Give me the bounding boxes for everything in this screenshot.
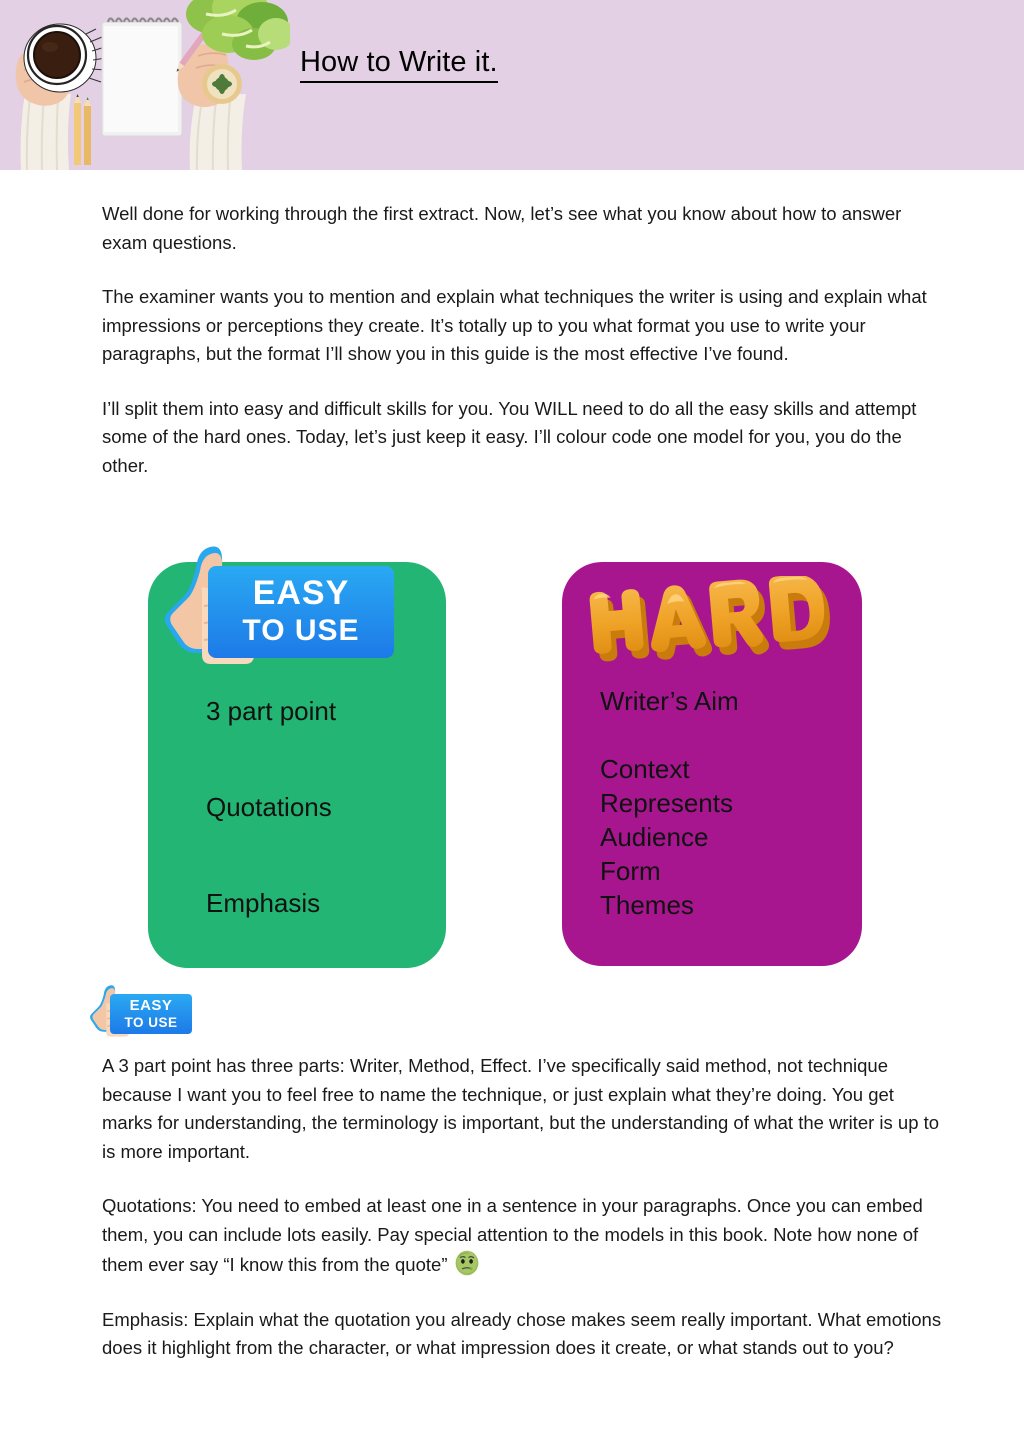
paragraph-quotations-text: Quotations: You need to embed at least one in a sentence in your paragraphs. Once you can embed them, you can include lots easily. Pay special attention to the models in this book. Note how none of them ever say “I know this from the quote” bbox=[102, 1195, 923, 1275]
easy-to-use-badge-small bbox=[88, 982, 194, 1044]
easy-skill-item-3: Emphasis bbox=[206, 888, 321, 918]
hard-skills-card bbox=[562, 562, 862, 966]
easy-skills-list bbox=[148, 694, 446, 982]
hard-skill-item-5: Form bbox=[600, 856, 661, 886]
badge-line-2: TO USE bbox=[242, 614, 360, 647]
badge-line-1: EASY bbox=[252, 574, 350, 612]
hard-skills-list bbox=[562, 684, 862, 922]
hard-skill-item-2: Context bbox=[600, 754, 690, 784]
hard-title-graphic bbox=[584, 576, 844, 668]
easy-skill-item-2: Quotations bbox=[206, 792, 332, 822]
easy-to-use-plate bbox=[208, 566, 394, 658]
intro-text-block bbox=[102, 200, 947, 506]
badge-small-line-2: TO USE bbox=[124, 1015, 178, 1030]
hard-skill-item-3: Represents bbox=[600, 788, 733, 818]
easy-to-use-plate-small bbox=[110, 994, 192, 1034]
easy-skills-card bbox=[148, 562, 446, 968]
easy-to-use-badge bbox=[160, 540, 400, 680]
page-title bbox=[300, 46, 498, 79]
paragraph-quotations bbox=[102, 1192, 947, 1280]
header-photo bbox=[0, 0, 290, 170]
page-title-text: How to Write it. bbox=[300, 46, 498, 83]
paragraph-emphasis: Emphasis: Explain what the quotation you already chose makes seem really important. What emotions does it highlight from the character, or what impression does it create, or what stands out to you? bbox=[102, 1308, 942, 1358]
nauseated-face-icon bbox=[453, 1249, 481, 1277]
badge-small-line-1: EASY bbox=[129, 997, 173, 1014]
hard-skill-item-6: Themes bbox=[600, 890, 694, 920]
easy-skill-item-1: 3 part point bbox=[206, 696, 337, 726]
paragraph-intro-2: The examiner wants you to mention and explain what techniques the writer is using and explain what impressions or perceptions they create. It’s totally up to you what format you use to write your paragraphs, but the format I’ll show you in this guide is the most effective I’ve found. bbox=[102, 286, 927, 364]
explanation-text-block bbox=[102, 1052, 947, 1363]
paragraph-3-part-point: A 3 part point has three parts: Writer, Method, Effect. I’ve specifically said method, not technique because I want you to feel free to name the technique, or just explain what they’re doing. You get marks for understanding, the terminology is important, but the understanding of what the writer is up to is more important. bbox=[102, 1055, 940, 1162]
hard-skill-item-4: Audience bbox=[600, 822, 709, 852]
page-header-band bbox=[0, 0, 1024, 170]
paragraph-intro-3: I’ll split them into easy and difficult skills for you. You WILL need to do all the easy skills and attempt some of the hard ones. Today, let’s just keep it easy. I’ll colour code one model for you, you do the other. bbox=[102, 397, 917, 476]
paragraph-intro-1: Well done for working through the first extract. Now, let’s see what you know about how to answer exam questions. bbox=[102, 203, 902, 253]
skills-card-group bbox=[148, 562, 908, 968]
hard-skill-item-1: Writer’s Aim bbox=[600, 686, 739, 716]
